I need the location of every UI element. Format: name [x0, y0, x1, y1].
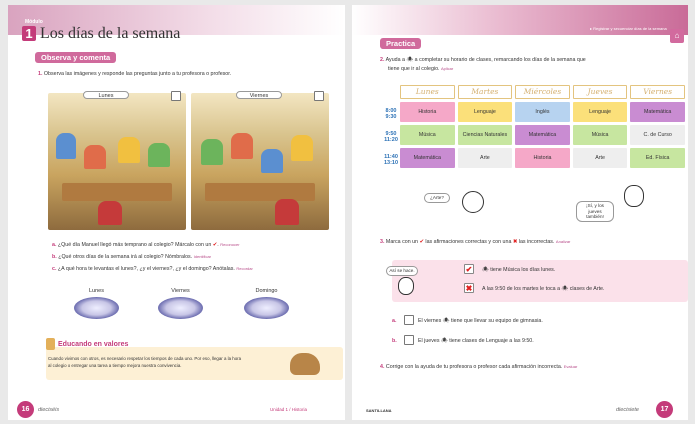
home-icon[interactable]: ⌂: [670, 29, 684, 43]
question-2: 2. Ayuda a 🕷 a completar su horario de clases, remarcando los días de la semana que: [380, 57, 586, 63]
day-header[interactable]: Miércoles: [515, 85, 570, 99]
day-header[interactable]: Viernes: [630, 85, 685, 99]
speech-bubble-left: ¿Arte?: [424, 193, 450, 203]
subquestion-a: a. ¿Qué día Manuel llegó más temprano al colegio? Márcalo con un ✔. Reconocer: [52, 242, 240, 248]
alarm-clock-viernes[interactable]: [158, 297, 203, 319]
table-header-row: [400, 85, 688, 99]
table-cell: Inglés: [515, 102, 570, 122]
time-label: 8:00 9:30: [385, 108, 397, 120]
time-label: 11:40 13:10: [383, 154, 399, 166]
spider-icon: 🕷: [406, 57, 414, 63]
page-number: 17: [656, 401, 673, 418]
checkbox-item-a[interactable]: [404, 315, 414, 325]
table-row: [400, 102, 688, 122]
table-cell: Música: [400, 125, 455, 145]
table-cell: Matemática: [515, 125, 570, 145]
section-header: Practica: [380, 38, 421, 49]
checkbox-viernes[interactable]: [314, 91, 324, 101]
example-bubble: Así se hace.: [386, 266, 418, 276]
question-2-line-2: tiene que ir al colegio. Aplicar: [388, 66, 454, 72]
table-cell: Arte: [573, 148, 628, 168]
subquestion-b: b. ¿Qué otros días de la semana irá al colegio? Nómbralos. Identificar: [52, 254, 211, 260]
page-word: dieciséis: [38, 407, 60, 413]
item-a-text: El viernes 🕷 tiene que llevar su equipo de gimnasia.: [418, 318, 543, 324]
day-header[interactable]: Lunes: [400, 85, 455, 99]
checkmark-icon: ✔: [419, 239, 424, 245]
dog-illustration: [290, 353, 320, 375]
image-label-lunes: Lunes: [83, 91, 129, 99]
table-cell: Arte: [458, 148, 513, 168]
table-cell: Lenguaje: [458, 102, 513, 122]
speech-bubble-right: ¡Sí, y los jueves también!: [576, 201, 614, 222]
question-1: 1. Observa las imágenes y responde las preguntas junto a tu profesora o profesor.: [38, 71, 232, 77]
table-cell: Matemática: [400, 148, 455, 168]
left-page: [8, 5, 345, 420]
item-b: b.: [392, 338, 397, 344]
time-label: 9:50 11:20: [384, 131, 398, 143]
image-label-viernes: Viernes: [236, 91, 282, 99]
item-a: a.: [392, 318, 397, 324]
table-cell: Historia: [515, 148, 570, 168]
alarm-clock-domingo[interactable]: [244, 297, 289, 319]
day-header[interactable]: Martes: [458, 85, 513, 99]
checkbox-lunes[interactable]: [171, 91, 181, 101]
table-cell: C. de Curso: [630, 125, 685, 145]
module-number: 1: [22, 26, 36, 41]
clock-label-viernes: Viernes: [171, 288, 190, 294]
table-cell: Música: [573, 125, 628, 145]
spider-icon: 🕷: [442, 318, 450, 324]
spider-icon: 🕷: [440, 338, 448, 344]
clock-label-lunes: Lunes: [89, 288, 104, 294]
page-title: Los días de la semana: [40, 25, 181, 42]
right-page: [352, 5, 688, 420]
schedule-table: [400, 85, 688, 171]
cross-icon: ✖: [512, 239, 518, 245]
item-b-text: El jueves 🕷 tiene clases de Lenguaje a las 9:50.: [418, 338, 534, 344]
breadcrumb: ▸ Registrar y secuenciar días de la semana: [590, 26, 667, 31]
cross-box-example[interactable]: ✖: [465, 284, 473, 293]
classroom-friday-image: [191, 93, 329, 230]
page-word: diecisiete: [616, 407, 639, 413]
question-4: 4. Corrige con la ayuda de tu profesora o profesor cada afirmación incorrecta. Evaluar: [380, 364, 578, 370]
page-number: 16: [17, 401, 34, 418]
statement-1: 🕷 tiene Música los días lunes.: [482, 267, 556, 273]
checkbox-item-b[interactable]: [404, 335, 414, 345]
spider-character-icon: [462, 191, 484, 213]
table-row: [400, 148, 688, 168]
cat-character-icon: [398, 277, 414, 295]
values-text-line-2: al colegio o entregar una tarea a tiempo mejora nuestra convivencia.: [48, 363, 182, 368]
table-cell: Matemática: [630, 102, 685, 122]
table-cell: Ciencias Naturales: [458, 125, 513, 145]
subquestion-c: c. ¿A qué hora te levantas el lunes?, ¿y el viernes?, ¿y el domingo? Anótalas. Recordar: [52, 266, 253, 272]
cat-character-icon: [624, 185, 644, 207]
values-text-line-1: Cuando vivimos con otros, es necesario respetar los tiempos de cada uno. Por eso, llegar a la hora: [48, 356, 242, 361]
statement-2: A las 9:50 de los martes le toca a 🕷 clases de Arte.: [482, 286, 605, 292]
section-header: Observa y comenta: [35, 52, 116, 63]
spider-icon: 🕷: [482, 267, 489, 273]
alarm-clock-lunes[interactable]: [74, 297, 119, 319]
check-box-example[interactable]: ✔: [465, 265, 473, 274]
question-3: 3. Marca con un ✔ las afirmaciones correctas y con una ✖ las incorrectas. Analizar: [380, 239, 571, 245]
values-badge-icon: [46, 338, 55, 350]
spider-icon: 🕷: [561, 286, 569, 292]
table-cell: Ed. Física: [630, 148, 685, 168]
publisher-logo: SANTILLANA: [366, 408, 392, 413]
footer-unit: Unidad 1 / Historia: [270, 407, 308, 412]
table-cell: Lenguaje: [573, 102, 628, 122]
values-title: Educando en valores: [58, 341, 129, 348]
table-cell: Historia: [400, 102, 455, 122]
day-header[interactable]: Jueves: [573, 85, 628, 99]
module-tag: Módulo: [25, 19, 43, 25]
table-row: [400, 125, 688, 145]
clock-label-domingo: Domingo: [255, 288, 278, 294]
classroom-monday-image: [48, 93, 186, 230]
checkmark-icon: ✔: [212, 242, 218, 248]
